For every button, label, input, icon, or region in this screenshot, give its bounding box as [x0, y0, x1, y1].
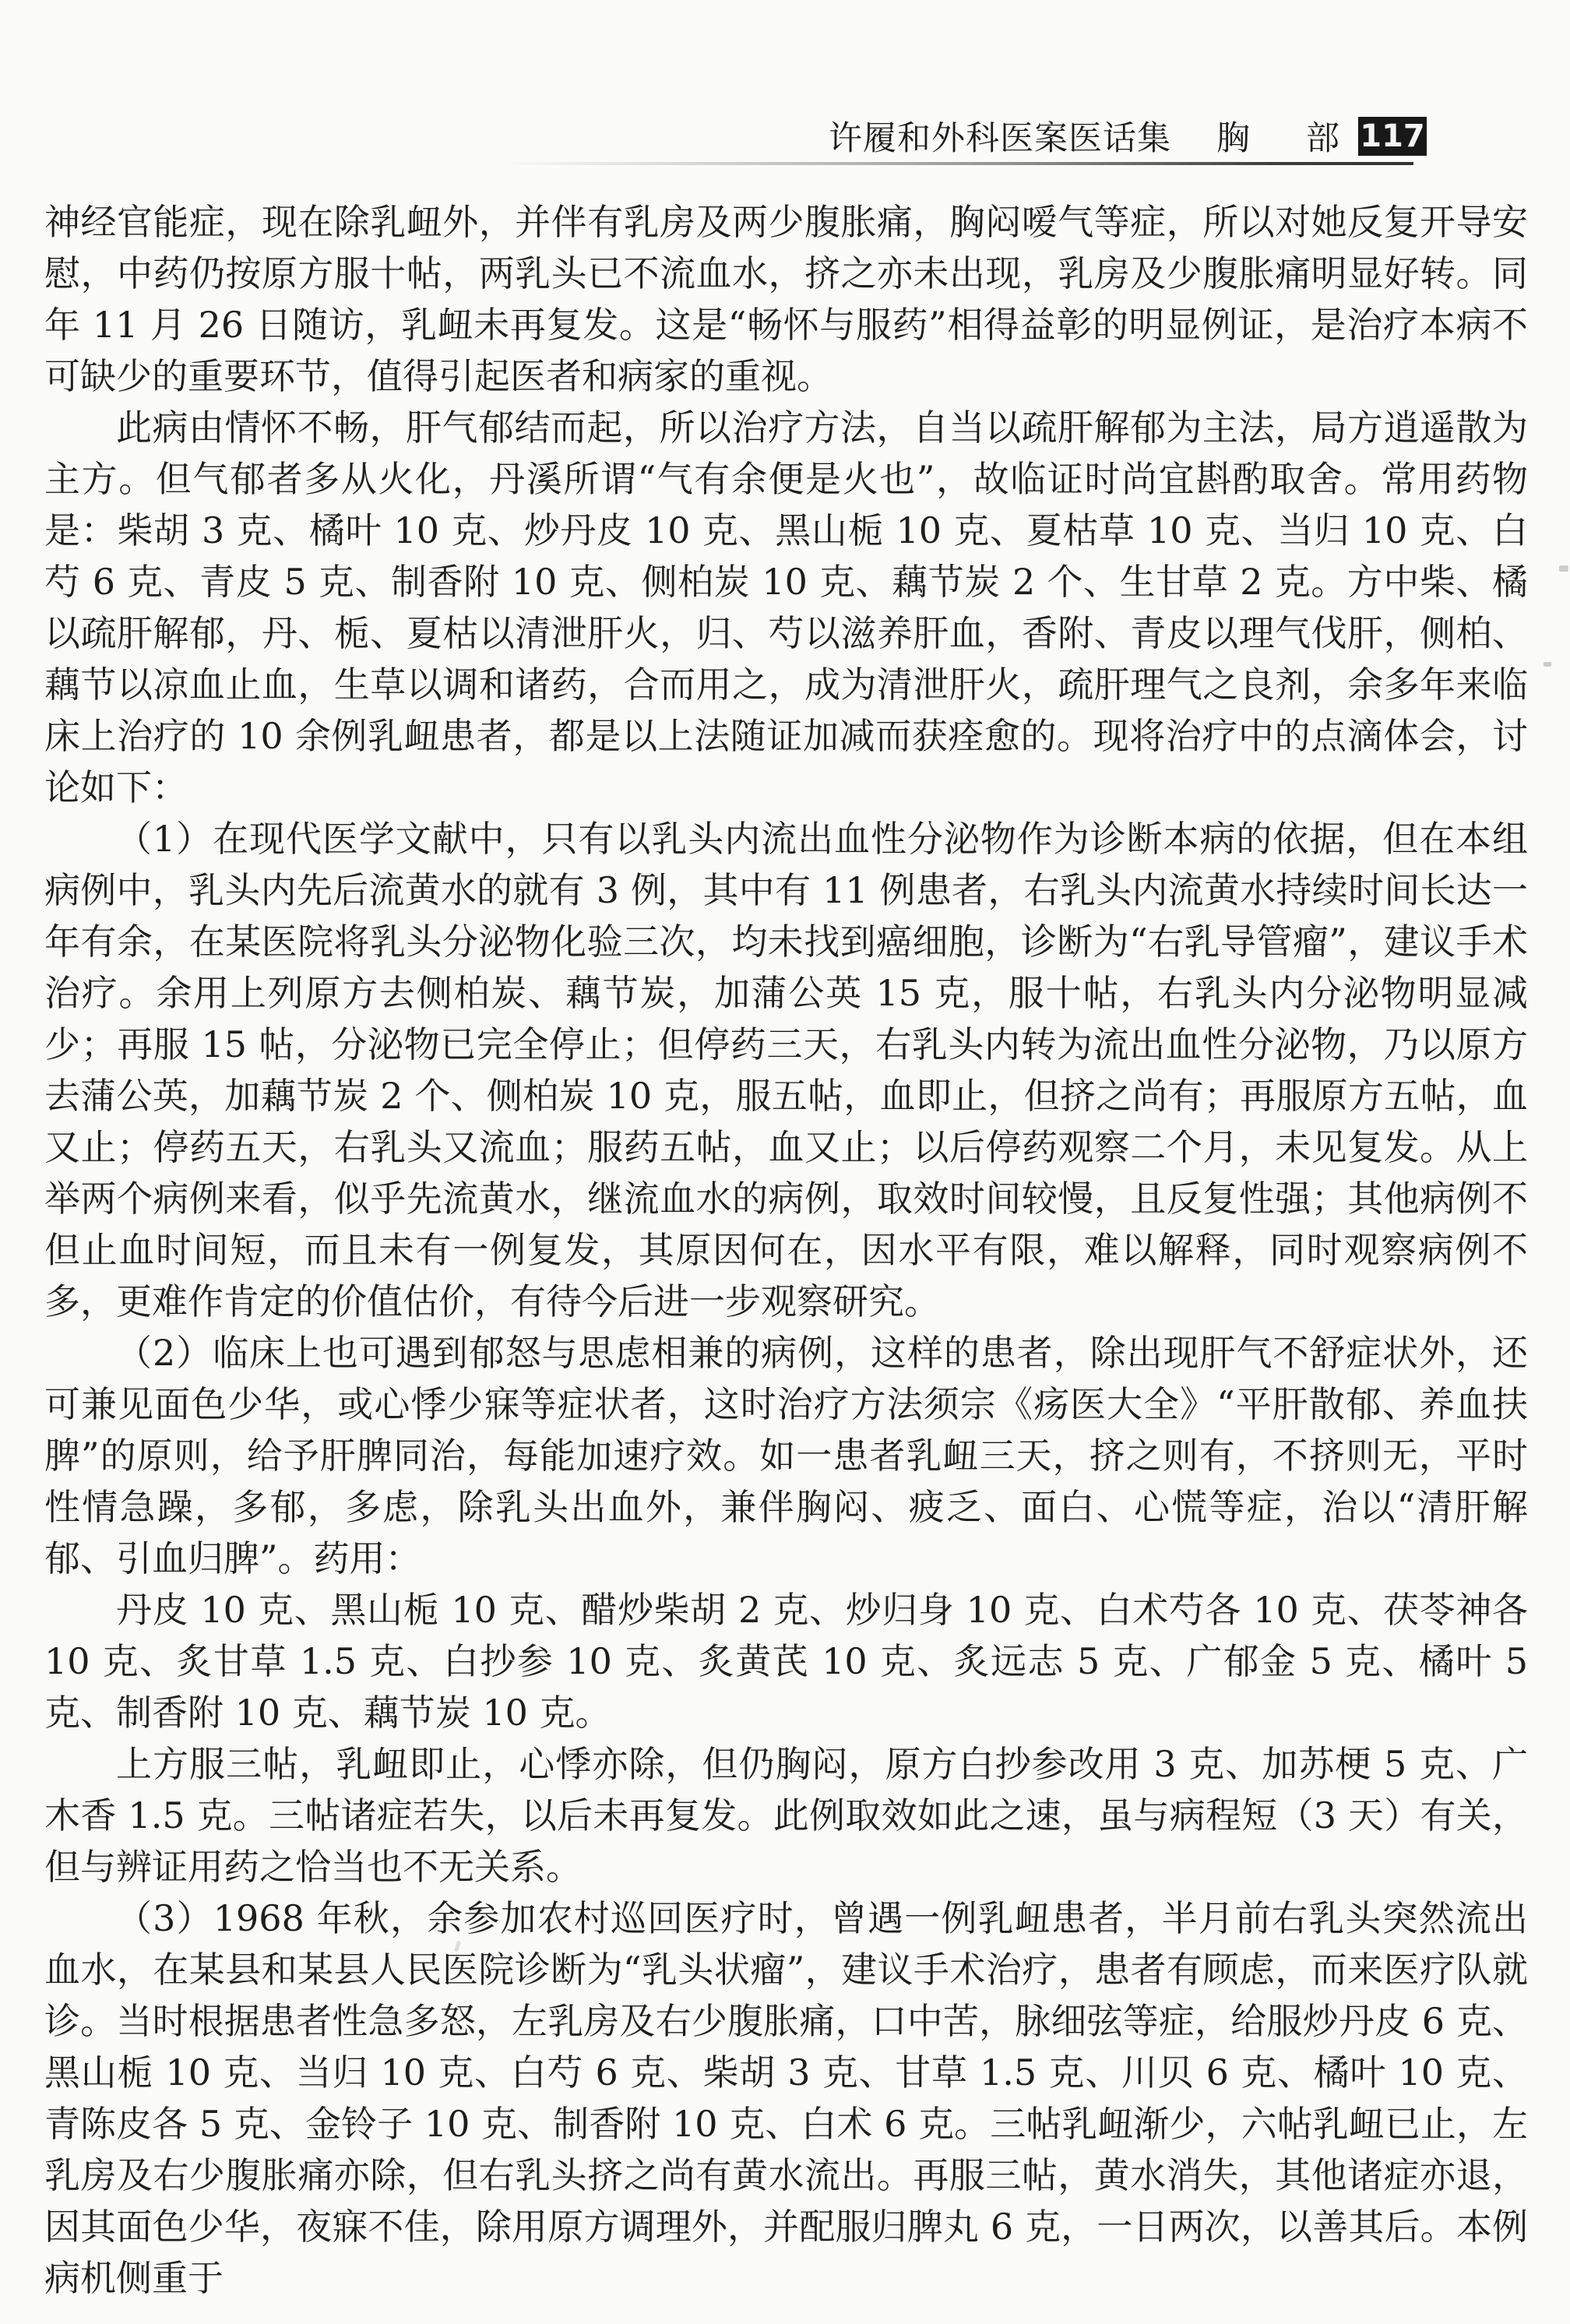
scan-speck	[1544, 662, 1551, 667]
book-title: 许履和外科医案医话集	[829, 119, 1171, 158]
paragraph-pathogenesis: 此病由情怀不畅，肝气郁结而起，所以治疗方法，自当以疏肝解郁为主法，局方逍遥散为主方。但气郁者多从火化，丹溪所谓“气有余便是火也”，故临证时尚宜斟酌取舍。常用药物是：柴胡 3 克、橘叶 10 克、炒丹皮 10 克、黑山栀 10 克、夏枯草 10 克、当归 10 克、白芍 6 克、青皮 5 克、制香附 10 克、侧柏炭 10 克、藕节炭 2 个、生甘草 2 克。方中柴、橘以疏肝解郁，丹、栀、夏枯以清泄肝火，归、芍以滋养肝血，香附、青皮以理气伐肝，侧柏、藕节以凉血止血，生草以调和诸药，合而用之，成为清泄肝火，疏肝理气之良剂，余多年来临床上治疗的 10 余例乳衄患者，都是以上法随证加减而获痊愈的。现将治疗中的点滴体会，讨论如下：	[44, 407, 1528, 808]
section-label-chest: 胸	[1216, 119, 1250, 158]
running-head	[829, 112, 1428, 160]
paragraph-prescription: 丹皮 10 克、黑山栀 10 克、醋炒柴胡 2 克、炒归身 10 克、白术芍各 10 克、茯苓神各 10 克、炙甘草 1.5 克、白抄参 10 克、炙黄芪 10 克、炙远志 5 克、广郁金 5 克、橘叶 5 克、制香附 10 克、藕节炭 10 克。	[44, 1589, 1528, 1734]
body-text	[44, 196, 1528, 2304]
paragraph-followup: 上方服三帖，乳衄即止，心悸亦除，但仍胸闷，原方白抄参改用 3 克、加苏梗 5 克、广木香 1.5 克。三帖诸症若失，以后未再复发。此例取效如此之速，虽与病程短（3 天）有关，但与辨证用药之恰当也不无关系。	[44, 1743, 1528, 1888]
paragraph-discussion-1: （1）在现代医学文献中，只有以乳头内流出血性分泌物作为诊断本病的依据，但在本组病例中，乳头内先后流黄水的就有 3 例，其中有 11 例患者，右乳头内流黄水持续时间长达一年有余，在某医院将乳头分泌物化验三次，均未找到癌细胞，诊断为“右乳导管瘤”，建议手术治疗。余用上列原方去侧柏炭、藕节炭，加蒲公英 15 克，服十帖，右乳头内分泌物明显减少；再服 15 帖，分泌物已完全停止；但停药三天，右乳头内转为流出血性分泌物，乃以原方去蒲公英，加藕节炭 2 个、侧柏炭 10 克，服五帖，血即止，但挤之尚有；再服原方五帖，血又止；停药五天，右乳头又流血；服药五帖，血又止；以后停药观察二个月，未见复发。从上举两个病例来看，似乎先流黄水，继流血水的病例，取效时间较慢，且反复性强；其他病例不但止血时间短，而且未有一例复发，其原因何在，因水平有限，难以解释，同时观察病例不多，更难作肯定的价值估价，有待今后进一步观察研究。	[44, 818, 1528, 1322]
scan-speck	[1559, 565, 1568, 572]
header-rule	[498, 162, 1413, 165]
section-label-part: 部	[1306, 119, 1339, 158]
paragraph-discussion-3: （3）1968 年秋，余参加农村巡回医疗时，曾遇一例乳衄患者，半月前右乳头突然流出血水，在某县和某县人民医院诊断为“乳头状瘤”，建议手术治疗，患者有顾虑，而来医疗队就诊。当时根据患者性急多怒，左乳房及右少腹胀痛，口中苦，脉细弦等症，给服炒丹皮 6 克、黑山栀 10 克、当归 10 克、白芍 6 克、柴胡 3 克、甘草 1.5 克、川贝 6 克、橘叶 10 克、青陈皮各 5 克、金铃子 10 克、制香附 10 克、白术 6 克。三帖乳衄渐少，六帖乳衄已止，左乳房及右少腹胀痛亦除，但右乳头挤之尚有黄水流出。再服三帖，黄水消失，其他诸症亦退，因其面色少华，夜寐不佳，除用原方调理外，并配服归脾丸 6 克，一日两次，以善其后。本例病机侧重于	[44, 1897, 1528, 2299]
paragraph-discussion-2: （2）临床上也可遇到郁怒与思虑相兼的病例，这样的患者，除出现肝气不舒症状外，还可兼见面色少华，或心悸少寐等症状者，这时治疗方法须宗《疡医大全》“平肝散郁、养血扶脾”的原则，给予肝脾同治，每能加速疗效。如一患者乳衄三天，挤之则有，不挤则无，平时性情急躁，多郁，多虑，除乳头出血外，兼伴胸闷、疲乏、面白、心慌等症，治以“清肝解郁、引血归脾”。药用：	[44, 1332, 1528, 1579]
page-number-badge: 117	[1357, 115, 1428, 157]
paragraph-continuation: 神经官能症，现在除乳衄外，并伴有乳房及两少腹胀痛，胸闷嗳气等症，所以对她反复开导安慰，中药仍按原方服十帖，两乳头已不流血水，挤之亦未出现，乳房及少腹胀痛明显好转。同年 11 月 26 日随访，乳衄未再复发。这是“畅怀与服药”相得益彰的明显例证，是治疗本病不可缺少的重要环节，值得引起医者和病家的重视。	[44, 201, 1528, 397]
